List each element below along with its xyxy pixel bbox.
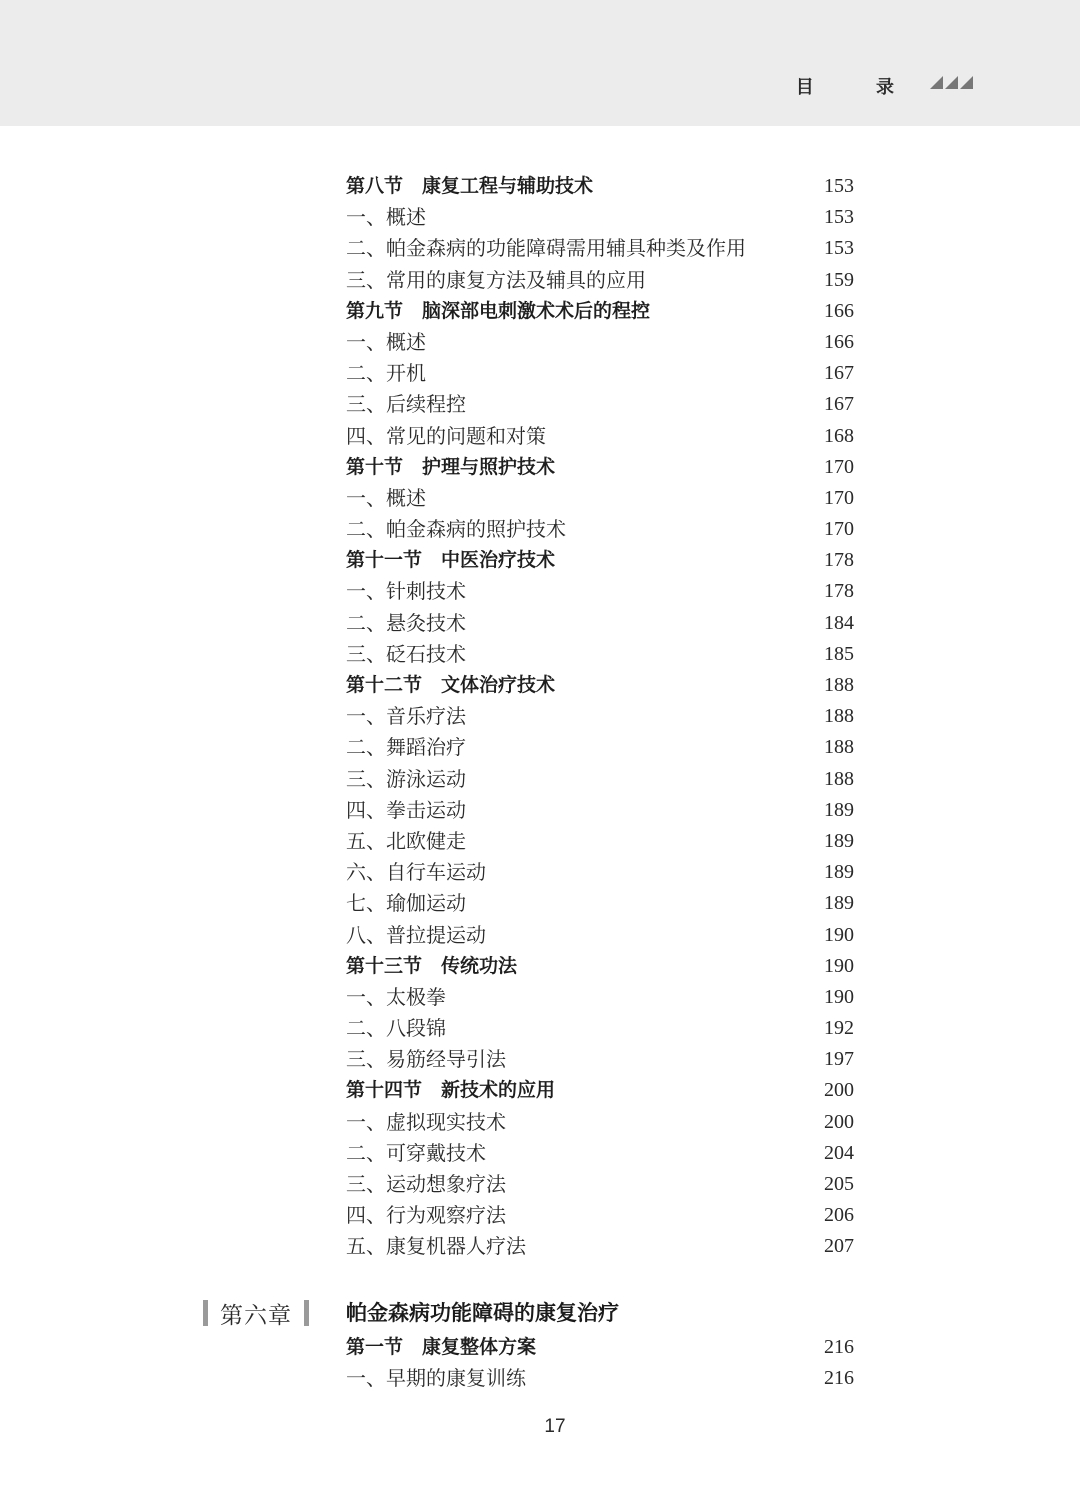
toc-item-row[interactable] (346, 1107, 854, 1138)
toc-entry-page: 153 (824, 237, 854, 260)
toc-section-row[interactable] (346, 171, 854, 202)
toc-entry-title: 第十三节 传统功法 (346, 954, 518, 977)
toc-entry-title: 一、概述 (346, 329, 426, 354)
toc-entry-title: 一、太极拳 (346, 984, 446, 1009)
toc-section-row[interactable] (346, 452, 854, 483)
triangle-mark-icon (960, 76, 973, 89)
toc-item-row[interactable] (346, 1231, 854, 1262)
toc-entry-title: 二、帕金森病的功能障碍需用辅具种类及作用 (346, 236, 746, 261)
toc-section-row[interactable] (346, 951, 854, 982)
toc-entry-title: 一、早期的康复训练 (346, 1366, 526, 1391)
toc-item-row[interactable] (346, 857, 854, 888)
toc-entry-page: 190 (824, 923, 854, 946)
toc-item-row[interactable] (346, 795, 854, 826)
toc-item-row[interactable] (346, 514, 854, 545)
toc-item-row[interactable] (346, 888, 854, 919)
toc-item-row[interactable] (346, 1138, 854, 1169)
toc-entry-page: 190 (824, 954, 854, 977)
toc-section-row[interactable] (346, 1075, 854, 1106)
toc-entry-page: 188 (824, 736, 854, 759)
toc-item-row[interactable] (346, 826, 854, 857)
toc-entry-page: 184 (824, 611, 854, 634)
chapter-title: 帕金森病功能障碍的康复治疗 (346, 1301, 619, 1325)
toc-entry-page: 188 (824, 674, 854, 696)
toc-entry-title: 五、康复机器人疗法 (346, 1234, 526, 1259)
toc-item-row[interactable] (346, 920, 854, 951)
toc-entry-page: 189 (824, 861, 854, 884)
toc-entry-page: 192 (824, 1017, 854, 1040)
toc-entry-page: 189 (824, 829, 854, 852)
toc-entry-page: 216 (824, 1367, 854, 1390)
toc-entry-page: 166 (824, 330, 854, 353)
toc-entry-page: 205 (824, 1173, 854, 1195)
toc-entry-title: 四、拳击运动 (346, 797, 466, 822)
toc-entry-page: 170 (824, 455, 854, 478)
triangle-mark-icon (930, 76, 943, 89)
toc-entry-page: 178 (824, 580, 854, 603)
toc-entry-page: 153 (824, 206, 854, 229)
toc-entry-page: 188 (824, 767, 854, 790)
toc-item-row[interactable] (346, 608, 854, 639)
toc-entry-title: 第九节 脑深部电刺激术术后的程控 (346, 299, 651, 322)
toc-entry-title: 二、悬灸技术 (346, 610, 466, 635)
toc-entry-page: 166 (824, 299, 854, 322)
toc-entry-title: 三、运动想象疗法 (346, 1172, 506, 1196)
toc-entry-title: 二、可穿戴技术 (346, 1140, 486, 1165)
toc-entry-page: 159 (824, 268, 854, 291)
page-number: 17 (544, 1416, 566, 1437)
toc-entry-page: 153 (824, 175, 854, 197)
toc-entry-title: 一、虚拟现实技术 (346, 1109, 506, 1134)
toc-entry-page: 167 (824, 362, 854, 385)
toc-item-row[interactable] (346, 701, 854, 732)
toc-entry-title: 三、易筋经导引法 (346, 1047, 506, 1072)
toc-entry-title: 二、八段锦 (346, 1016, 446, 1041)
toc-entry-page: 189 (824, 798, 854, 821)
toc-entry-page: 168 (824, 424, 854, 447)
toc-entry-title: 二、开机 (346, 361, 426, 386)
toc-entry-page: 207 (824, 1235, 854, 1258)
toc-item-row[interactable] (346, 202, 854, 233)
toc-entry-page: 200 (824, 1110, 854, 1133)
toc-item-row[interactable] (346, 1169, 854, 1200)
toc-item-row[interactable] (346, 639, 854, 670)
toc-entry-title: 一、概述 (346, 205, 426, 230)
toc-entry-title: 第十二节 文体治疗技术 (346, 674, 556, 696)
toc-entry-page: 200 (824, 1079, 854, 1102)
toc-entry-page: 170 (824, 518, 854, 541)
chapter-heading-label (203, 1298, 309, 1328)
toc-entry-title: 第十一节 中医治疗技术 (346, 549, 556, 572)
header-band (0, 0, 1080, 126)
toc-entry-title: 二、舞蹈治疗 (346, 735, 466, 760)
toc-entry-title: 一、针刺技术 (346, 579, 466, 604)
toc-entry-page: 197 (824, 1048, 854, 1071)
toc-entry-title: 五、北欧健走 (346, 828, 466, 853)
toc-entry-title: 三、游泳运动 (346, 766, 466, 791)
toc-section-row[interactable] (346, 1332, 854, 1363)
toc-section-row[interactable] (346, 296, 854, 327)
toc-item-row[interactable] (346, 1044, 854, 1075)
toc-entry-page: 206 (824, 1204, 854, 1227)
toc-entry-page: 188 (824, 705, 854, 728)
toc-item-row[interactable] (346, 483, 854, 514)
toc-item-row[interactable] (346, 1013, 854, 1044)
toc-entry-title: 四、行为观察疗法 (346, 1203, 506, 1228)
chapter-bar-right (304, 1300, 309, 1326)
toc-entry-title: 六、自行车运动 (346, 860, 486, 885)
chapter-bar-left (203, 1300, 208, 1326)
toc-section-row[interactable] (346, 670, 854, 701)
toc-entry-title: 一、概述 (346, 485, 426, 510)
toc-entry-title: 第一节 康复整体方案 (346, 1336, 537, 1358)
toc-entry-page: 216 (824, 1336, 854, 1358)
toc-item-row[interactable] (346, 1200, 854, 1231)
toc-item-row[interactable] (346, 421, 854, 452)
toc-item-row[interactable] (346, 233, 854, 264)
toc-entry-title: 第八节 康复工程与辅助技术 (346, 175, 594, 197)
toc-entry-title: 三、常用的康复方法及辅具的应用 (346, 267, 646, 292)
toc-entry-page: 178 (824, 549, 854, 572)
toc-item-row[interactable] (346, 358, 854, 389)
chapter-label: 第六章 (220, 1302, 292, 1329)
toc-entry-title: 二、帕金森病的照护技术 (346, 517, 566, 542)
toc-entry-title: 四、常见的问题和对策 (346, 423, 546, 448)
toc-item-row[interactable] (346, 576, 854, 607)
header-title: 目 录 (795, 77, 922, 98)
toc-item-row[interactable] (346, 265, 854, 296)
toc-entry-page: 204 (824, 1141, 854, 1164)
toc-entry-page: 190 (824, 985, 854, 1008)
toc-entry-title: 一、音乐疗法 (346, 704, 466, 729)
toc-entry-title: 第十节 护理与照护技术 (346, 455, 556, 478)
toc-item-row[interactable] (346, 327, 854, 358)
toc-item-row[interactable] (346, 389, 854, 420)
toc-item-row[interactable] (346, 764, 854, 795)
toc-entry-title: 三、砭石技术 (346, 641, 466, 666)
table-of-contents (346, 171, 854, 1263)
triangle-mark-icon (945, 76, 958, 89)
toc-entry-title: 第十四节 新技术的应用 (346, 1079, 556, 1102)
header-triangle-marks (930, 76, 973, 89)
toc-entry-title: 三、后续程控 (346, 392, 466, 417)
toc-entry-page: 170 (824, 486, 854, 509)
toc-entry-page: 189 (824, 892, 854, 915)
toc-entry-page: 185 (824, 642, 854, 665)
toc-item-row[interactable] (346, 1363, 854, 1394)
toc-item-row[interactable] (346, 732, 854, 763)
toc-entry-title: 八、普拉提运动 (346, 922, 486, 947)
chapter-contents (346, 1332, 854, 1394)
toc-section-row[interactable] (346, 545, 854, 576)
toc-item-row[interactable] (346, 982, 854, 1013)
toc-entry-title: 七、瑜伽运动 (346, 891, 466, 916)
toc-entry-page: 167 (824, 393, 854, 416)
